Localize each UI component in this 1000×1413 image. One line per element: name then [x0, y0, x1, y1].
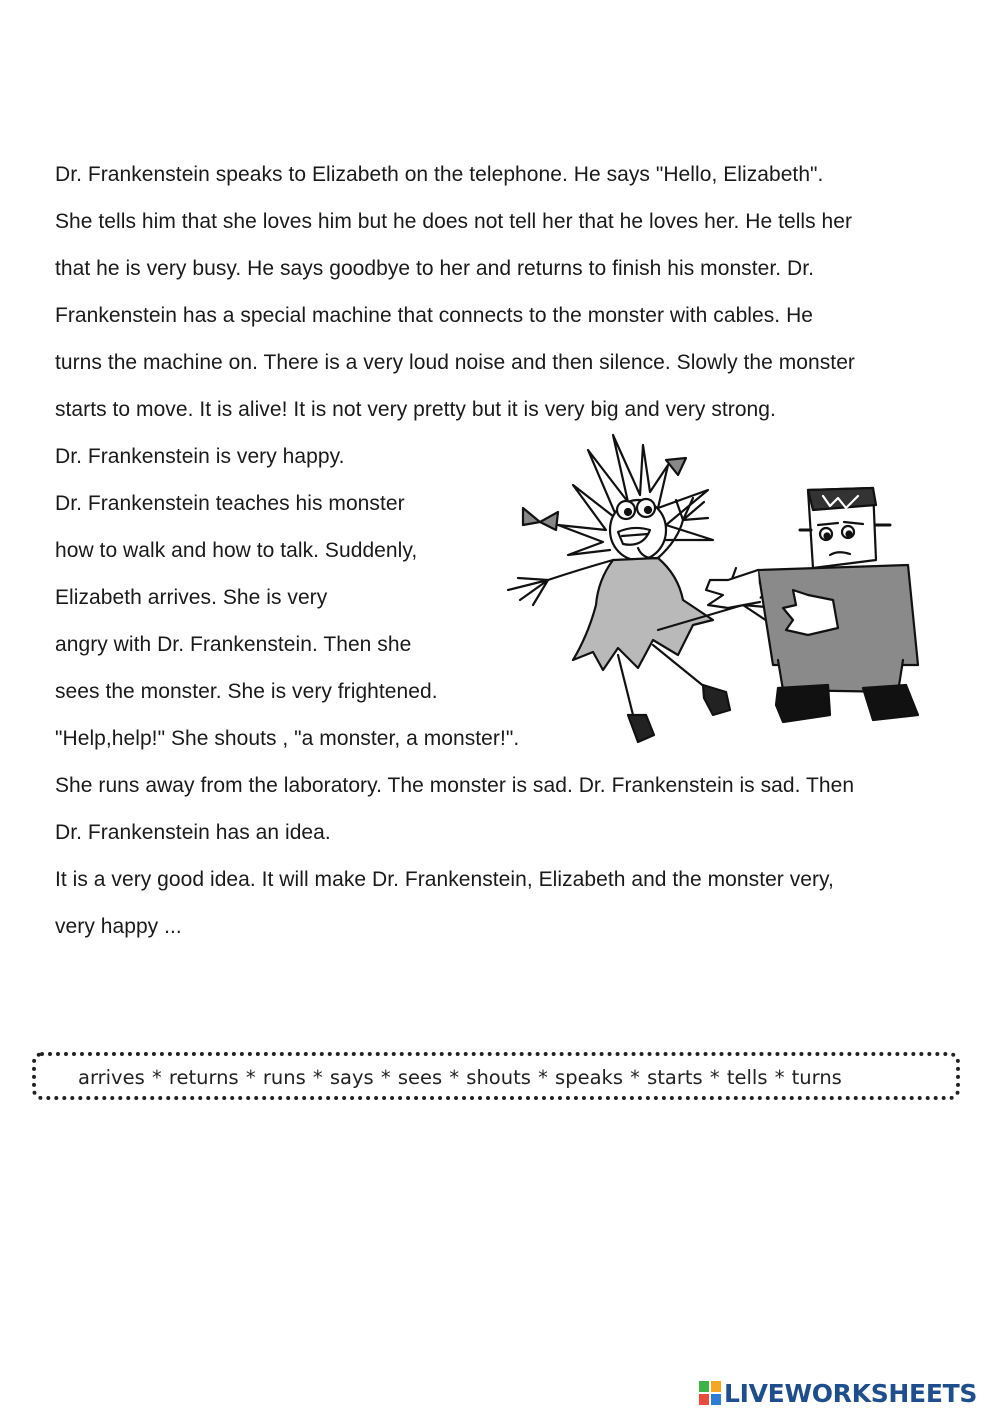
story-line: Dr. Frankenstein speaks to Elizabeth on the telephone. He says "Hello, Elizabeth". [55, 163, 824, 186]
liveworksheets-logo-icon [698, 1379, 722, 1407]
story-line: starts to move. It is alive! It is not very pretty but it is very big and very strong. [55, 398, 776, 421]
story-line: that he is very busy. He says goodbye to her and returns to finish his monster. Dr. [55, 257, 814, 280]
story-line: Dr. Frankenstein has an idea. [55, 821, 331, 844]
story-line: sees the monster. She is very frightened. [55, 680, 438, 703]
story-line: angry with Dr. Frankenstein. Then she [55, 633, 412, 656]
story-line: Dr. Frankenstein is very happy. [55, 445, 345, 468]
story-line: Dr. Frankenstein teaches his monster [55, 492, 405, 515]
story-line: how to walk and how to talk. Suddenly, [55, 539, 418, 562]
word-bank-box [32, 1052, 960, 1100]
elizabeth-and-monster-illustration [478, 430, 938, 750]
story-line: Frankenstein has a special machine that connects to the monster with cables. He [55, 304, 814, 327]
logo-text: LIVEWORKSHEETS [724, 1378, 978, 1408]
story-line: Elizabeth arrives. She is very [55, 586, 328, 609]
story-line: "Help,help!" She shouts , "a monster, a monster!". [55, 727, 520, 750]
liveworksheets-logo [698, 1378, 977, 1408]
story-line: She tells him that she loves him but he does not tell her that he loves her. He tells her [55, 210, 853, 233]
word-bank-text: arrives * returns * runs * says * sees * shouts * speaks * starts * tells * turns [78, 1066, 842, 1089]
story-line: She runs away from the laboratory. The monster is sad. Dr. Frankenstein is sad. Then [55, 774, 855, 797]
story-line: very happy ... [55, 915, 182, 938]
story-line: It is a very good idea. It will make Dr. Frankenstein, Elizabeth and the monster very, [55, 868, 834, 891]
story-line: turns the machine on. There is a very loud noise and then silence. Slowly the monster [55, 351, 855, 374]
